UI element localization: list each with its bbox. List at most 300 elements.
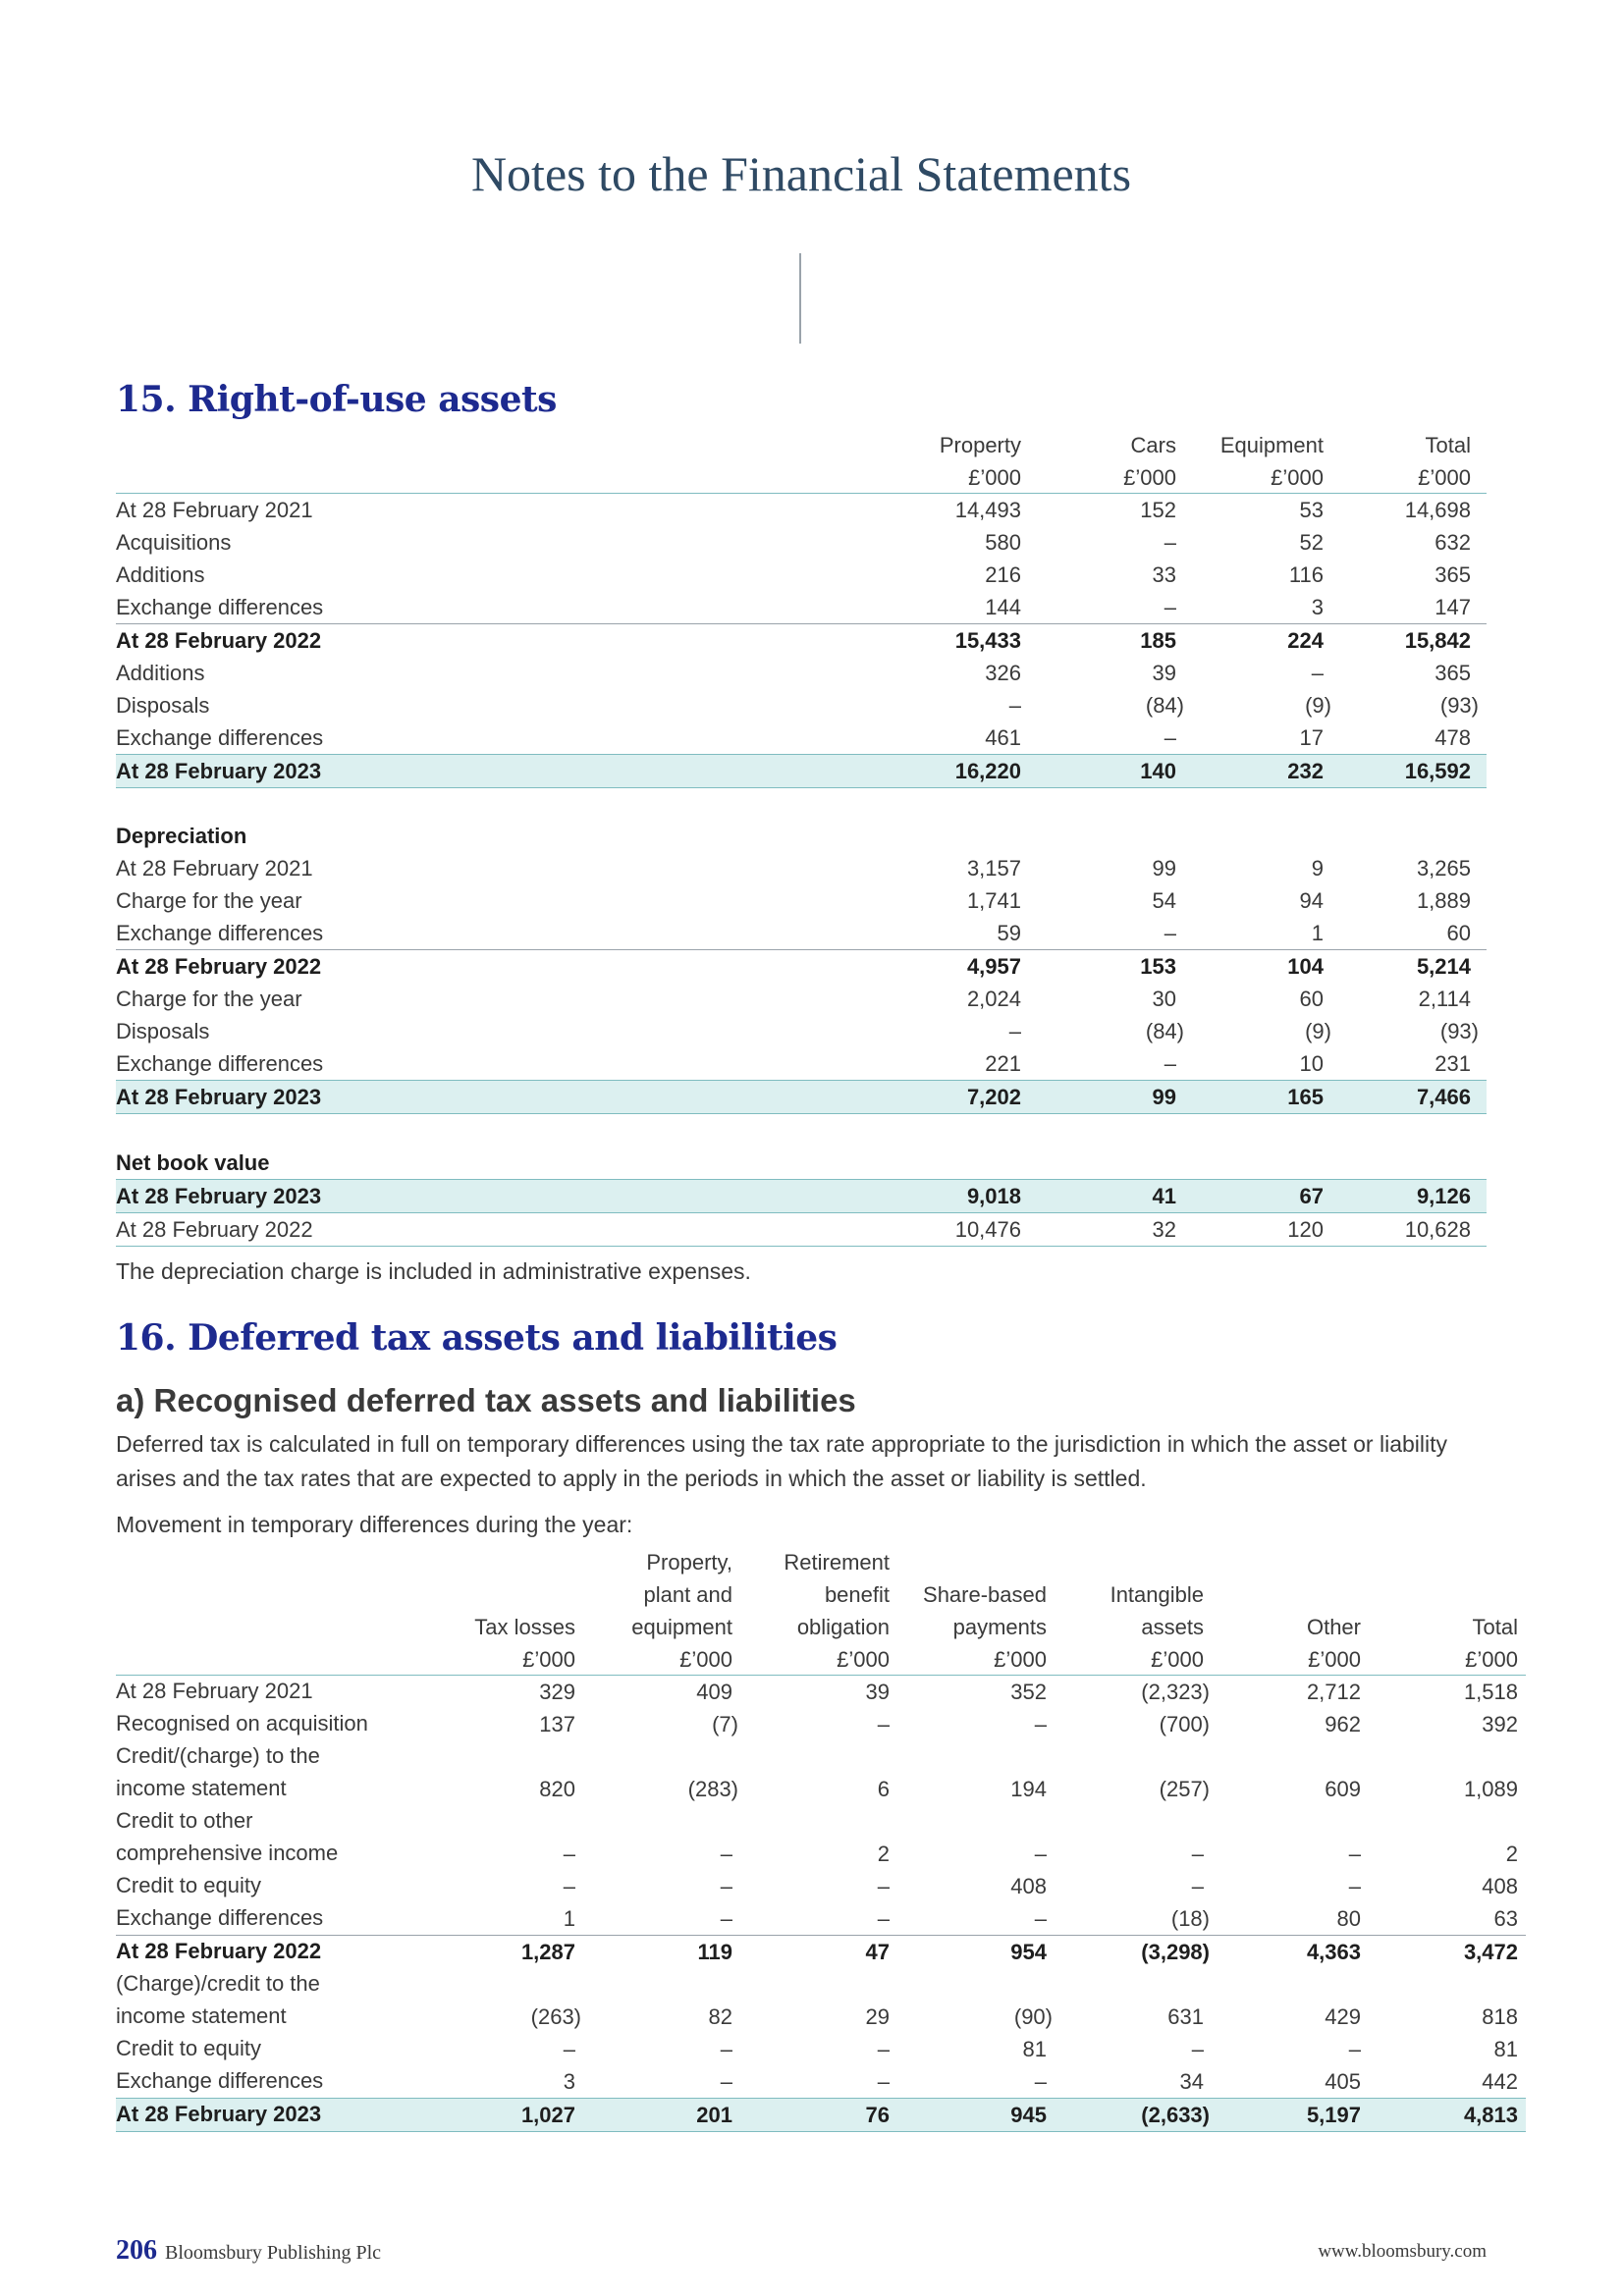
table-cell: 216	[985, 561, 1021, 587]
table-row	[116, 559, 1487, 591]
table-cell: –	[1034, 1711, 1047, 1736]
col-unit: £’000	[1192, 460, 1339, 493]
col-header	[430, 1545, 583, 1577]
row-label: Credit to equity	[116, 2036, 261, 2060]
table-cell: 15,433	[954, 627, 1021, 653]
col-header: plant and	[643, 1582, 732, 1607]
table-row	[116, 2065, 1526, 2099]
col-header: benefit	[824, 1582, 890, 1607]
table-cell: –	[1008, 692, 1021, 718]
section-15-title: 15. Right-of-use assets	[116, 379, 557, 420]
table-cell: 10,476	[882, 1212, 1037, 1246]
row-label: Depreciation	[116, 824, 247, 848]
table-cell: –	[1008, 1019, 1021, 1043]
table-cell	[1212, 1740, 1369, 1773]
table-cell: 15,842	[1404, 627, 1471, 653]
table-row	[116, 689, 1487, 721]
table-cell: 1	[430, 1902, 583, 1936]
table-row	[116, 591, 1487, 624]
table-cell: 3,265	[1416, 856, 1471, 881]
col-header	[1212, 1577, 1369, 1610]
table-cell: –	[897, 1902, 1055, 1936]
table-cell: 16,592	[1339, 754, 1487, 787]
table-cell	[583, 1740, 740, 1773]
table-cell: –	[1348, 1873, 1361, 1898]
table-cell: 60	[1339, 917, 1487, 950]
table-cell: (9)	[1305, 692, 1331, 718]
table-row	[116, 1212, 1487, 1246]
right-of-use-assets-table	[116, 428, 1487, 1247]
table-cell: –	[1164, 529, 1176, 555]
table-cell: (283)	[687, 1776, 738, 1801]
col-header: Total	[1425, 433, 1471, 457]
section-16a-title: a) Recognised deferred tax assets and liabilities	[116, 1382, 856, 1418]
table-cell	[882, 1147, 1037, 1180]
footer-website: www.bloomsbury.com	[1318, 2241, 1487, 2262]
col-header: Share-based	[923, 1582, 1047, 1607]
table-cell: (257)	[1159, 1776, 1210, 1801]
table-cell: (84)	[1145, 692, 1184, 718]
col-header: £’000	[897, 1642, 1055, 1675]
table-cell: –	[877, 1711, 890, 1736]
table-cell: 99	[1152, 856, 1176, 881]
table-cell: (2,323)	[1141, 1679, 1210, 1704]
row-label: Recognised on acquisition	[116, 1711, 368, 1735]
row-label: Net book value	[116, 1149, 270, 1175]
table-cell: 3,472	[1463, 1939, 1518, 1964]
table-cell: 137	[539, 1711, 575, 1736]
table-cell: 104	[1287, 954, 1324, 979]
col-unit: £’000	[1339, 460, 1487, 493]
table-row	[116, 1968, 1526, 2001]
row-label: At 28 February 2023	[116, 2098, 430, 2131]
table-row	[116, 1805, 1526, 1838]
deferred-tax-paragraph: Deferred tax is calculated in full on temporary differences using the tax rate appropriate to the jurisdiction in which the asset or liability arises and the tax rates that are expected to apply in the periods in which the asset or liability is settled.	[116, 1431, 1448, 1491]
table-cell: 1,889	[1416, 888, 1471, 913]
col-header	[1369, 1577, 1526, 1610]
table-cell: –	[740, 1902, 897, 1936]
table-cell: 194	[1010, 1776, 1047, 1801]
col-unit: £’000	[1037, 460, 1192, 493]
table-cell: 461	[985, 724, 1021, 750]
col-header: Cars	[1130, 433, 1176, 457]
table-cell: 3	[1192, 591, 1339, 624]
col-header: equipment	[631, 1615, 732, 1639]
table-cell: 580	[985, 529, 1021, 555]
table-cell: –	[720, 1841, 732, 1866]
table-row	[116, 526, 1487, 559]
table-cell: 231	[1435, 1051, 1471, 1076]
table-cell: 81	[1493, 2036, 1518, 2061]
table-row	[116, 1870, 1526, 1902]
row-label: (Charge)/credit to the	[116, 1971, 320, 1996]
company-name: Bloomsbury Publishing Plc	[165, 2242, 382, 2264]
col-header: £’000	[430, 1642, 583, 1675]
table-cell: 94	[1299, 888, 1324, 913]
table-cell: –	[1348, 2036, 1361, 2061]
table-row	[116, 1773, 1526, 1805]
table-cell: 221	[985, 1051, 1021, 1076]
table-cell: –	[877, 2036, 890, 2061]
row-label: Exchange differences	[116, 1051, 324, 1076]
row-label: Exchange differences	[116, 591, 882, 624]
row-label: Exchange differences	[116, 724, 324, 750]
row-label: Credit/(charge) to the	[116, 1743, 320, 1768]
depreciation-note: The depreciation charge is included in administrative expenses.	[116, 1258, 751, 1284]
table-cell	[1369, 1740, 1526, 1773]
table-cell: 9,126	[1339, 1179, 1487, 1212]
table-cell: –	[1034, 2068, 1047, 2094]
table-cell	[1212, 1968, 1369, 2001]
table-cell: 153	[1140, 954, 1176, 979]
table-cell: 39	[1152, 660, 1176, 685]
deferred-tax-table	[116, 1545, 1526, 2132]
table-cell	[1037, 1147, 1192, 1180]
table-cell: (9)	[1305, 1019, 1331, 1043]
table-cell	[1192, 1147, 1339, 1180]
table-cell: 119	[697, 1939, 732, 1964]
table-cell	[740, 1740, 897, 1773]
table-cell	[430, 1740, 583, 1773]
table-cell: 52	[1299, 529, 1324, 555]
row-label: At 28 February 2023	[116, 1081, 882, 1114]
table-cell	[583, 1968, 740, 2001]
table-cell: 442	[1482, 2068, 1518, 2094]
col-header: Intangible	[1110, 1582, 1204, 1607]
footer-company	[116, 2235, 381, 2267]
row-label: At 28 February 2023	[116, 754, 882, 787]
table-cell: –	[1034, 1841, 1047, 1866]
row-label: Disposals	[116, 692, 210, 718]
table-cell: (93)	[1439, 692, 1479, 718]
table-cell: –	[1191, 1841, 1204, 1866]
table-row	[116, 493, 1487, 526]
table-cell: –	[1037, 591, 1192, 624]
table-cell: 201	[583, 2098, 740, 2131]
table-cell: 478	[1435, 724, 1471, 750]
table-cell	[740, 1968, 897, 2001]
table-cell: 954	[1010, 1939, 1047, 1964]
table-row	[116, 1015, 1487, 1047]
table-row	[116, 721, 1487, 755]
table-cell: 80	[1212, 1902, 1369, 1936]
table-cell: (18)	[1055, 1902, 1212, 1936]
table-cell: –	[1037, 917, 1192, 950]
page-title: Notes to the Financial Statements	[470, 146, 1132, 201]
table-cell	[897, 1740, 1055, 1773]
table-cell: 2,712	[1306, 1679, 1361, 1704]
col-header	[897, 1545, 1055, 1577]
table-cell: 224	[1287, 627, 1324, 653]
table-cell: 1,027	[430, 2098, 583, 2131]
table-cell: 945	[897, 2098, 1055, 2131]
col-header: Total	[1472, 1615, 1518, 1639]
table-cell: 29	[865, 2003, 890, 2029]
table-cell: 232	[1192, 754, 1339, 787]
table-cell: 39	[865, 1679, 890, 1704]
table-cell	[1055, 1805, 1212, 1838]
table-cell: 2	[877, 1841, 890, 1866]
movement-intro: Movement in temporary differences during the year:	[116, 1512, 633, 1537]
row-label: Disposals	[116, 1019, 210, 1043]
table-cell: 4,957	[966, 954, 1021, 979]
table-row	[116, 820, 1487, 852]
table-cell	[1212, 1805, 1369, 1838]
table-cell	[1369, 1968, 1526, 2001]
table-cell: 17	[1299, 724, 1324, 750]
row-label: Acquisitions	[116, 529, 232, 555]
table-cell: 47	[865, 1939, 890, 1964]
table-cell	[430, 1968, 583, 2001]
table-row	[116, 884, 1487, 917]
table-row	[116, 1081, 1487, 1114]
row-label: At 28 February 2023	[116, 1179, 882, 1212]
table-cell: –	[1191, 1873, 1204, 1898]
table-row	[116, 1147, 1487, 1180]
table-cell: 365	[1435, 561, 1471, 587]
col-header	[430, 1577, 583, 1610]
row-label: Credit to equity	[116, 1873, 261, 1897]
table-cell: 408	[1010, 1873, 1047, 1898]
col-header: £’000	[583, 1642, 740, 1675]
table-cell: 54	[1152, 888, 1176, 913]
table-cell: 7,202	[882, 1081, 1037, 1114]
table-cell: –	[877, 2068, 890, 2094]
table-cell: 120	[1192, 1212, 1339, 1246]
table-row	[116, 1740, 1526, 1773]
table-cell: 16,220	[882, 754, 1037, 787]
table-cell: –	[1348, 1841, 1361, 1866]
table-cell: 3	[563, 2068, 575, 2094]
table-cell: 818	[1482, 2003, 1518, 2029]
row-label: At 28 February 2021	[116, 1679, 313, 1703]
col-header: Equipment	[1219, 433, 1324, 457]
table-cell: 1,518	[1463, 1679, 1518, 1704]
table-cell: 352	[1010, 1679, 1047, 1704]
table-cell: 63	[1369, 1902, 1526, 1936]
table-row	[116, 1179, 1487, 1212]
table-row	[116, 657, 1487, 689]
col-header: Retirement	[784, 1550, 890, 1575]
table-cell	[430, 1805, 583, 1838]
row-label: comprehensive income	[116, 1841, 339, 1865]
table-cell: 3,157	[966, 856, 1021, 881]
row-label: Exchange differences	[116, 917, 882, 950]
table-cell: 1,741	[966, 888, 1021, 913]
col-header	[1212, 1545, 1369, 1577]
table-row	[116, 1935, 1526, 1968]
table-cell: –	[1191, 2036, 1204, 2061]
table-cell: (3,298)	[1141, 1939, 1210, 1964]
table-cell: –	[583, 1902, 740, 1936]
table-cell: 152	[1140, 497, 1176, 522]
table-row	[116, 754, 1487, 787]
col-header: Tax losses	[474, 1615, 575, 1639]
col-header: £’000	[1212, 1642, 1369, 1675]
table-cell: –	[563, 1841, 575, 1866]
table-cell: –	[1164, 1051, 1176, 1076]
table-cell: 4,363	[1306, 1939, 1361, 1964]
table-cell: 405	[1325, 2068, 1361, 2094]
col-header	[1369, 1545, 1526, 1577]
table-cell: 30	[1152, 987, 1176, 1011]
row-label: Additions	[116, 561, 205, 587]
table-cell: 10	[1299, 1051, 1324, 1076]
row-label: At 28 February 2022	[116, 1212, 882, 1246]
table-row	[116, 2033, 1526, 2065]
table-cell: –	[1164, 724, 1176, 750]
table-cell: 14,493	[954, 497, 1021, 522]
table-cell: (84)	[1145, 1019, 1184, 1043]
table-cell: 409	[696, 1679, 732, 1704]
row-label: At 28 February 2022	[116, 954, 322, 979]
table-cell	[897, 1805, 1055, 1838]
col-unit: £’000	[882, 460, 1037, 493]
table-cell: –	[720, 1873, 732, 1898]
table-cell	[1369, 1805, 1526, 1838]
table-cell: 147	[1339, 591, 1487, 624]
col-header: Other	[1306, 1615, 1361, 1639]
table-cell	[1339, 1147, 1487, 1180]
row-label: Exchange differences	[116, 1902, 430, 1936]
table-row	[116, 2001, 1526, 2033]
section-16-title: 16. Deferred tax assets and liabilities	[116, 1317, 838, 1359]
col-header: £’000	[1055, 1642, 1212, 1675]
table-cell: 329	[539, 1679, 575, 1704]
table-cell: 81	[1022, 2036, 1047, 2061]
table-cell: 326	[985, 660, 1021, 685]
table-cell: 165	[1192, 1081, 1339, 1114]
table-cell: 1,287	[520, 1939, 575, 1964]
table-cell: 631	[1167, 2003, 1204, 2029]
table-cell: (700)	[1159, 1711, 1210, 1736]
table-cell: 5,214	[1416, 954, 1471, 979]
header-divider	[799, 253, 801, 344]
table-cell: 9,018	[882, 1179, 1037, 1212]
table-cell: –	[563, 2036, 575, 2061]
row-label: income statement	[116, 2003, 287, 2028]
table-cell: 7,466	[1339, 1081, 1487, 1114]
table-cell	[1192, 820, 1339, 852]
table-cell: 365	[1435, 660, 1471, 685]
table-row	[116, 950, 1487, 984]
table-cell: 67	[1192, 1179, 1339, 1212]
table-row	[116, 852, 1487, 884]
table-row	[116, 1047, 1487, 1081]
row-label: Credit to other	[116, 1808, 253, 1833]
table-cell: 4,813	[1369, 2098, 1526, 2131]
table-cell: 53	[1299, 497, 1324, 522]
table-cell	[583, 1805, 740, 1838]
table-cell	[1339, 820, 1487, 852]
table-cell: 76	[740, 2098, 897, 2131]
table-cell	[740, 1805, 897, 1838]
table-row	[116, 983, 1487, 1015]
table-cell: (263)	[530, 2003, 581, 2029]
table-row	[116, 1675, 1526, 1708]
table-cell: 5,197	[1212, 2098, 1369, 2131]
table-row	[116, 2098, 1526, 2131]
table-cell	[882, 820, 1037, 852]
table-cell: –	[1311, 660, 1324, 685]
table-cell	[1055, 1968, 1212, 2001]
table-cell: 820	[539, 1776, 575, 1801]
table-cell: 1,089	[1463, 1776, 1518, 1801]
table-cell: 429	[1325, 2003, 1361, 2029]
table-cell: (2,633)	[1055, 2098, 1212, 2131]
row-label: Charge for the year	[116, 888, 302, 913]
table-cell	[1055, 1740, 1212, 1773]
table-cell: 2,114	[1418, 987, 1471, 1011]
table-cell: 144	[882, 591, 1037, 624]
col-header: Property	[939, 433, 1021, 457]
table-cell: 609	[1325, 1776, 1361, 1801]
table-cell	[1037, 820, 1192, 852]
table-cell: 59	[882, 917, 1037, 950]
row-label: At 28 February 2021	[116, 856, 313, 881]
table-cell: 116	[1288, 561, 1324, 587]
table-cell: 82	[708, 2003, 732, 2029]
table-cell: 99	[1037, 1081, 1192, 1114]
table-cell: 9	[1311, 856, 1324, 881]
table-cell: –	[720, 2068, 732, 2094]
row-label: At 28 February 2021	[116, 497, 313, 522]
row-label: At 28 February 2022	[116, 627, 322, 653]
table-cell: (93)	[1439, 1019, 1479, 1043]
table-cell: –	[877, 1873, 890, 1898]
table-cell: –	[720, 2036, 732, 2061]
table-cell: –	[563, 1873, 575, 1898]
table-cell: 2,024	[966, 987, 1021, 1011]
table-cell: 60	[1299, 987, 1324, 1011]
row-label: Additions	[116, 660, 205, 685]
table-cell: 14,698	[1404, 497, 1471, 522]
col-header: payments	[952, 1615, 1047, 1639]
col-header: £’000	[740, 1642, 897, 1675]
col-header: obligation	[796, 1615, 890, 1639]
table-row	[116, 1838, 1526, 1870]
table-cell	[897, 1968, 1055, 2001]
table-cell: (90)	[1013, 2003, 1053, 2029]
table-cell: 33	[1152, 561, 1176, 587]
table-cell: 185	[1140, 627, 1176, 653]
row-label: Exchange differences	[116, 2068, 324, 2093]
table-cell: 6	[877, 1776, 890, 1801]
table-row	[116, 1902, 1526, 1936]
col-header: £’000	[1369, 1642, 1526, 1675]
table-cell: 2	[1505, 1841, 1518, 1866]
table-cell: 632	[1435, 529, 1471, 555]
table-cell: 10,628	[1339, 1212, 1487, 1246]
table-cell: 41	[1037, 1179, 1192, 1212]
table-row	[116, 623, 1487, 657]
table-row	[116, 917, 1487, 950]
table-cell: 1	[1192, 917, 1339, 950]
col-header: Property,	[646, 1550, 732, 1575]
page-number: 206	[116, 2235, 157, 2266]
col-header: assets	[1141, 1615, 1204, 1639]
col-header	[1055, 1545, 1212, 1577]
row-label: Charge for the year	[116, 987, 302, 1011]
table-cell: 34	[1179, 2068, 1204, 2094]
table-cell: 140	[1037, 754, 1192, 787]
table-row	[116, 1708, 1526, 1740]
row-label: income statement	[116, 1776, 287, 1800]
table-cell: 32	[1037, 1212, 1192, 1246]
table-cell: 962	[1325, 1711, 1361, 1736]
table-cell: (7)	[712, 1711, 738, 1736]
table-cell: 408	[1482, 1873, 1518, 1898]
